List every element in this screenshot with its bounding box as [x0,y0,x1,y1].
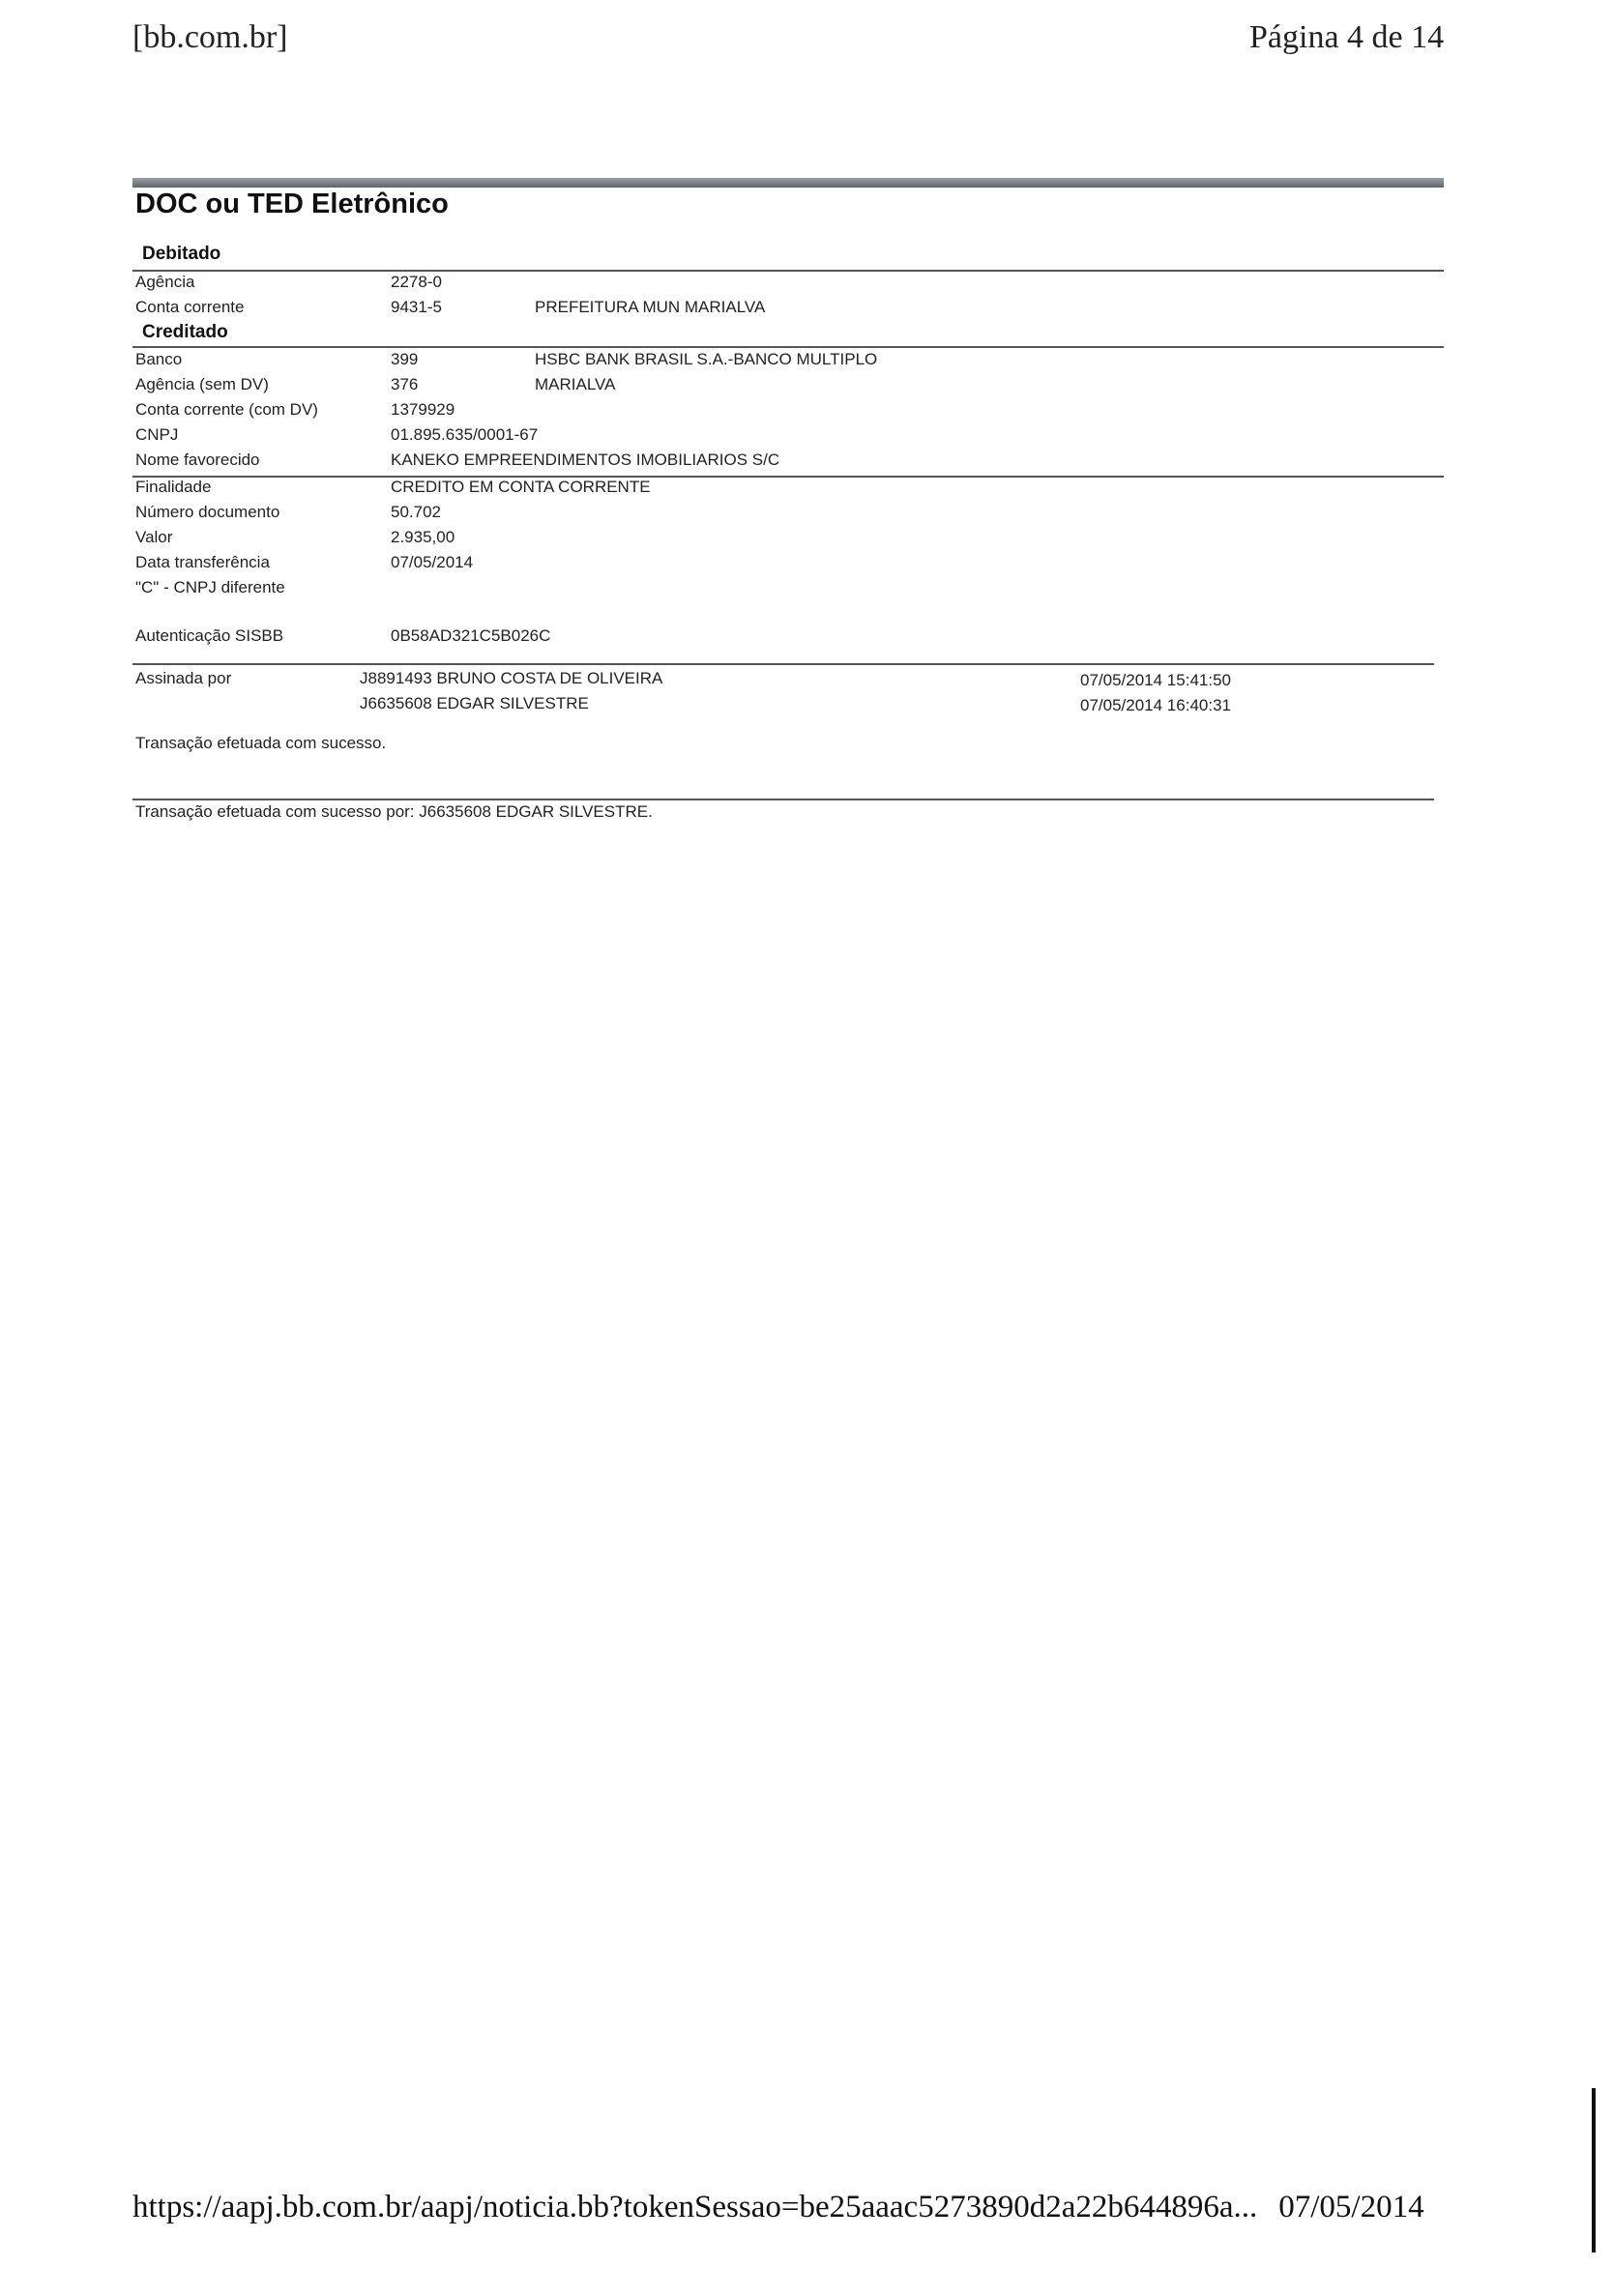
assinada-por-label: Assinada por [135,669,232,687]
creditado-banco-name: HSBC BANK BRASIL S.A.-BANCO MULTIPLO [535,350,878,368]
autenticacao-label: Autenticação SISBB [135,626,284,645]
header-page-number: Página 4 de 14 [1249,19,1445,55]
creditado-agencia-label: Agência (sem DV) [135,375,269,393]
cnpj-diferente-note: "C" - CNPJ diferente [135,578,285,596]
signature-name: J6635608 EDGAR SILVESTRE [360,694,589,712]
creditado-agencia-name: MARIALVA [535,375,616,393]
creditado-cnpj-label: CNPJ [135,425,179,444]
debitado-agencia-label: Agência [135,273,195,291]
scan-edge-mark [1592,2088,1596,2252]
section-debitado: Debitado [142,244,221,264]
signature-name: J8891493 BRUNO COSTA DE OLIVEIRA [360,669,663,687]
finalidade-value: CREDITO EM CONTA CORRENTE [391,478,651,496]
autenticacao-value: 0B58AD321C5B026C [391,626,551,645]
footer-url: https://aapj.bb.com.br/aapj/noticia.bb?tokenSessao=be25aaac5273890d2a22b644896a... [132,2190,1258,2224]
footer [132,2190,1424,2225]
divider-status [132,799,1434,800]
header-site: [bb.com.br] [132,19,288,55]
transaction-success-by: Transação efetuada com sucesso por: J6635608 EDGAR SILVESTRE. [135,802,653,821]
divider-signatures [132,663,1434,665]
creditado-favorecido-value: KANEKO EMPREENDIMENTOS IMOBILIARIOS S/C [391,450,780,469]
data-transferencia-label: Data transferência [135,553,270,571]
numero-documento-label: Número documento [135,503,280,521]
divider-creditado [132,346,1444,348]
debitado-agencia-value: 2278-0 [391,273,442,291]
footer-date: 07/05/2014 [1278,2190,1424,2224]
valor-value: 2.935,00 [391,528,455,546]
debitado-conta-label: Conta corrente [135,298,245,316]
creditado-conta-label: Conta corrente (com DV) [135,400,318,419]
numero-documento-value: 50.702 [391,503,441,521]
divider-debitado [132,270,1444,272]
page-title: DOC ou TED Eletrônico [135,189,449,219]
data-transferencia-value: 07/05/2014 [391,553,474,571]
divider-details [132,476,1444,478]
creditado-conta-value: 1379929 [391,400,455,419]
debitado-conta-name: PREFEITURA MUN MARIALVA [535,298,766,316]
creditado-cnpj-value: 01.895.635/0001-67 [391,425,539,444]
valor-label: Valor [135,528,173,546]
finalidade-label: Finalidade [135,478,212,496]
creditado-favorecido-label: Nome favorecido [135,450,260,469]
signature-datetime: 07/05/2014 16:40:31 [1080,696,1231,714]
transaction-success: Transação efetuada com sucesso. [135,734,387,752]
creditado-banco-value: 399 [391,350,419,368]
debitado-conta-value: 9431-5 [391,298,442,316]
section-creditado: Creditado [142,322,228,342]
creditado-agencia-value: 376 [391,375,419,393]
creditado-banco-label: Banco [135,350,183,368]
header-bar [132,178,1444,188]
signature-datetime: 07/05/2014 15:41:50 [1080,671,1231,689]
